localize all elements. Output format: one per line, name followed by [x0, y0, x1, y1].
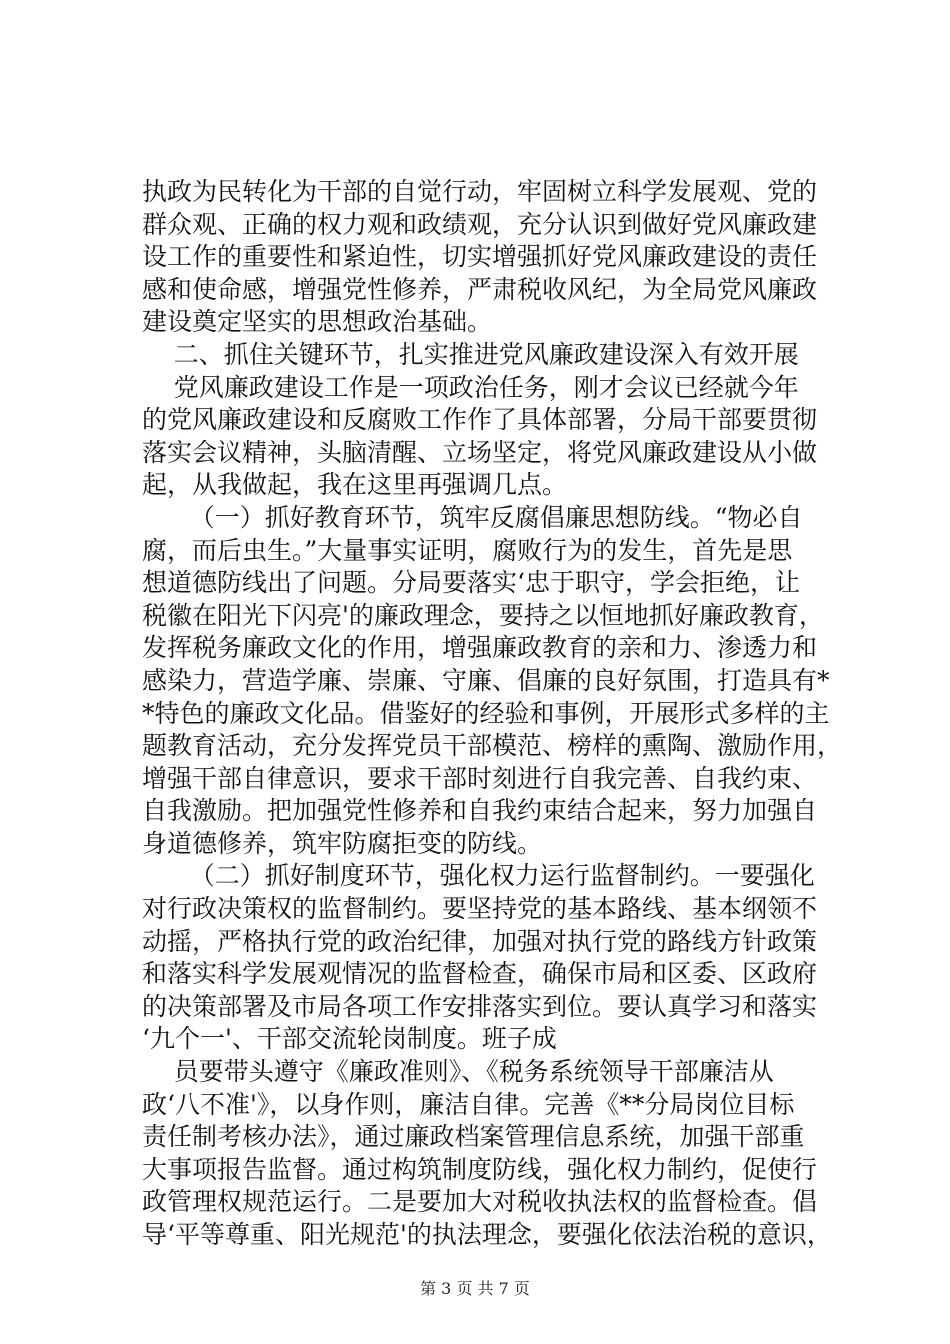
text-line: 感染力，营造学廉、崇廉、守廉、倡廉的良好氛围，打造具有* [142, 665, 830, 695]
text-line: 发挥税务廉政文化的作用，增强廉政教育的亲和力、渗透力和 [142, 633, 818, 663]
text-line: 责任制考核办法》，通过廉政档案管理信息系统，加强干部重 [142, 1122, 805, 1152]
text-line: 政‘八不准'》，以身作则，廉洁自律。完善《**分局岗位目标 [142, 1089, 795, 1119]
text-line: 设工作的重要性和紧迫性，切实增强抓好党风廉政建设的责任 [142, 242, 818, 272]
text-line: 的决策部署及市局各项工作安排落实到位。要认真学习和落实 [142, 991, 818, 1021]
text-line: 身道德修养，筑牢防腐拒变的防线。 [142, 828, 543, 858]
text-line: 执政为民转化为干部的自觉行动，牢固树立科学发展观、党的 [142, 177, 818, 206]
text-line: 税徽在阳光下闪亮'的廉政理念，要持之以恒地抓好廉政教育， [142, 600, 824, 630]
document-body [142, 176, 842, 1252]
text-line: 员要带头遵守《廉政准则》、《税务系统领导干部廉洁从 [142, 1057, 774, 1087]
text-line: 群众观、正确的权力观和政绩观，充分认识到做好党风廉政建 [142, 209, 818, 239]
text-line: 和落实科学发展观情况的监督检查，确保市局和区委、区政府 [142, 959, 818, 989]
text-line: 的党风廉政建设和反腐败工作作了具体部署，分局干部要贯彻 [142, 405, 818, 435]
text-line: 落实会议精神，头脑清醒、立场坚定，将党风廉政建设从小做 [142, 437, 818, 467]
text-line: 党风廉政建设工作是一项政治任务，刚才会议已经就今年 [142, 372, 799, 402]
text-line: 二、抓住关键环节，扎实推进党风廉政建设深入有效开展 [142, 339, 799, 369]
text-line: （一）抓好教育环节，筑牢反腐倡廉思想防线。“物必自 [142, 502, 803, 532]
text-line: 起，从我做起，我在这里再强调几点。 [142, 470, 568, 500]
page-footer: 第 3 页 共 7 页 [420, 1279, 530, 1298]
text-line: 导‘平等尊重、阳光规范'的执法理念，要强化依法治税的意识， [142, 1220, 832, 1249]
text-line: *特色的廉政文化品。借鉴好的经验和事例，开展形式多样的主 [142, 698, 830, 728]
text-line: 政管理权规范运行。二是要加大对税收执法权的监督检查。倡 [142, 1187, 818, 1217]
text-line: 想道德防线出了问题。分局要落实‘忠于职守，学会拒绝，让 [142, 568, 800, 598]
text-line: 感和使命感，增强党性修养，严肃税收风纪，为全局党风廉政 [142, 274, 818, 304]
text-line: 大事项报告监督。通过构筑制度防线，强化权力制约，促使行 [142, 1154, 818, 1184]
text-line: 动摇，严格执行党的政治纪律，加强对执行党的路线方针政策 [142, 926, 818, 956]
text-line: ‘九个一'、干部交流轮岗制度。班子成 [142, 1024, 557, 1054]
text-line: 腐，而后虫生。”大量事实证明，腐败行为的发生，首先是思 [142, 535, 793, 565]
text-line: 建设奠定坚实的思想政治基础。 [142, 307, 493, 337]
text-line: 题教育活动，充分发挥党员干部模范、榜样的熏陶、激励作用， [142, 731, 843, 761]
text-line: 对行政决策权的监督制约。要坚持党的基本路线、基本纲领不 [142, 894, 818, 924]
text-line: 自我激励。把加强党性修养和自我约束结合起来，努力加强自 [142, 796, 818, 826]
text-line: （二）抓好制度环节，强化权力运行监督制约。一要强化 [142, 861, 815, 891]
text-line: 增强干部自律意识，要求干部时刻进行自我完善、自我约束、 [142, 763, 818, 793]
